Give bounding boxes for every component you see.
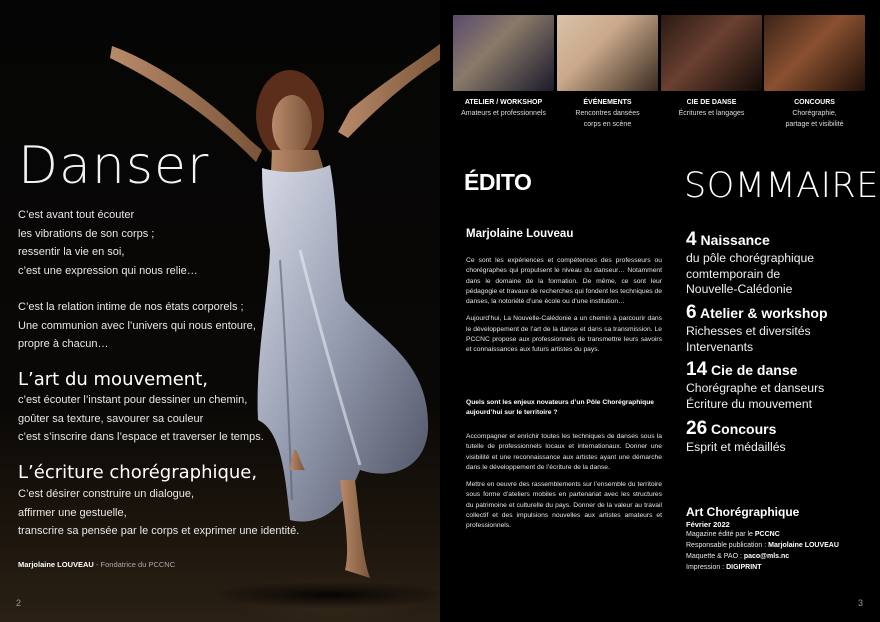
signature (18, 560, 175, 569)
poem-line: C’est désirer construire un dialogue, (18, 488, 195, 500)
sommaire-item-title: Cie de danse (711, 362, 798, 378)
section-heading-ecriture: L’écriture chorégraphique, (18, 462, 258, 483)
poem-line: les vibrations de son corps ; (18, 227, 155, 240)
sommaire-line: comtemporain de (686, 266, 781, 281)
edito-paragraph: Mettre en oeuvre des rassemblements sur l’ensemble du territoire sous forme d’ateliers mobiles en partenariat avec les structures du patrimoine et culturelle du pays. Donner de la valeur au travail collectif et des impulsions nouvelles aux artistes amateurs et professionnels. (466, 481, 662, 530)
credit-line (686, 562, 866, 573)
thumbnail-subtitle: Écritures et langages (678, 110, 745, 117)
sommaire-line: Richesses et diversités (686, 324, 811, 338)
credit-email-link[interactable]: paco@mls.nc (743, 553, 790, 560)
sommaire-page-number: 4 (686, 229, 697, 250)
thumbnail-subtitle: Amateurs et professionnels (461, 110, 546, 117)
thumbnail-title: CIE DE DANSE (686, 99, 737, 106)
poem-line: ressentir la vie en soi, (18, 246, 125, 258)
thumbnail-title: ATELIER / WORKSHOP (464, 99, 543, 106)
thumbnail-title: CONCOURS (794, 99, 835, 106)
thumbnail-subtitle (764, 108, 865, 130)
sommaire-line: Chorégraphe et danseurs (686, 381, 825, 395)
edito-question: Quels sont les enjeux novateurs d’un Pôle Chorégraphique aujourd’hui sur le territoire ? (466, 399, 655, 417)
signature-role: - Fondatrice du PCCNC (93, 560, 176, 569)
sommaire-item-title: Atelier & workshop (699, 305, 828, 321)
edito-title: ÉDITO (464, 169, 532, 195)
credit-label: Maquette & PAO : (686, 553, 744, 560)
credit-line (686, 540, 866, 551)
thumbnail-image (453, 15, 554, 91)
credit-value: Marjolaine LOUVEAU (768, 542, 839, 549)
poem-line: transcrire sa pensée par le corps et exprimer une identité. (18, 525, 300, 537)
sommaire-item-cie[interactable] (686, 359, 871, 412)
signature-name: Marjolaine LOUVEAU (18, 560, 94, 569)
thumbnail-line: Chorégraphie, (792, 110, 837, 117)
thumbnail-line: Rencontres dansées (575, 110, 640, 117)
page-number-left: 2 (16, 598, 22, 608)
thumbnail-image (661, 15, 762, 91)
thumbnail-evenements[interactable] (557, 15, 658, 130)
thumbnail-image (764, 15, 865, 91)
poem-line: c’est écouter l’instant pour dessiner un chemin, (18, 394, 248, 406)
edito-paragraph: Accompagner et enrichir toutes les techniques de danses sous la tutelle de professionnels locaux et internationaux. Donner une visibilité et une reconnaissance aux artistes ayant une démarche dans le développement de l’écriture de la danse. (466, 433, 662, 471)
sommaire-line: Écriture du mouvement (686, 396, 812, 411)
thumbnail-concours[interactable] (764, 15, 865, 130)
poem-line: propre à chacun… (18, 338, 109, 350)
edito-body-2 (466, 432, 662, 539)
sommaire-item-atelier[interactable] (686, 302, 871, 355)
sommaire-page-number: 14 (686, 359, 708, 380)
thumbnail-line: partage et visibilité (785, 121, 844, 128)
edito-body-1 (466, 256, 662, 363)
credits-block (686, 505, 866, 573)
poem-stanza-2 (18, 298, 256, 354)
thumbnail-title: ÉVÉNEMENTS (583, 99, 632, 106)
credit-value: DIGIPRINT (726, 564, 762, 571)
sommaire-line: Esprit et médaillés (686, 440, 786, 454)
edito-paragraph: Aujourd’hui, La Nouvelle-Calédonie a un chemin à parcourir dans le développement de l’art de la danse et dans sa transmission. Le PCCNC propose aux professionnels de transmettre leurs savoirs et connaissances aux futurs artistes du pays. (466, 315, 662, 354)
sommaire-item-title: Concours (711, 421, 777, 437)
thumbnail-subtitle (557, 108, 658, 130)
poem-stanza-1 (18, 206, 198, 280)
credit-label: Magazine édité par le (686, 531, 755, 538)
credit-label: Responsable publication : (686, 542, 769, 549)
sommaire-title: SOMMAIRE (684, 166, 879, 206)
poem-stanza-3 (18, 391, 264, 447)
thumbnail-atelier[interactable] (453, 15, 554, 119)
poem-line: C’est la relation intime de nos états corporels ; (18, 301, 244, 313)
poem-line: Une communion avec l’univers qui nous entoure, (18, 319, 256, 332)
credit-value: PCCNC (754, 531, 780, 538)
poem-line: C’est avant tout écouter (18, 209, 135, 221)
page-title: Danser (18, 136, 210, 196)
sommaire-line: Intervenants (686, 339, 754, 354)
right-page (440, 0, 880, 622)
credit-label: Impression : (686, 564, 727, 571)
credit-line (686, 529, 866, 540)
poem-line: c’est s’inscrire dans l’espace et traverser le temps. (18, 431, 264, 443)
sommaire-line: du pôle chorégraphique (686, 251, 815, 265)
magazine-date: Février 2022 (686, 520, 730, 529)
sommaire-item-title: Naissance (700, 232, 770, 248)
edito-author: Marjolaine Louveau (466, 228, 574, 240)
edito-paragraph: Ce sont les expériences et compétences des professeurs ou chorégraphes qui propulsent le niveau du danseur… Notamment dans le domaine de la formation. De même, ce sont leur pédagogie et travaux de recherches qui fondent les techniques de danses, la notoriété d’une école ou d’une institution… (466, 257, 662, 306)
poem-stanza-4 (18, 485, 299, 541)
thumbnail-image (557, 15, 658, 91)
page-number-right: 3 (858, 598, 864, 608)
sommaire-page-number: 26 (686, 418, 708, 439)
section-heading-art: L’art du mouvement, (18, 369, 208, 390)
thumbnail-cie[interactable] (661, 15, 762, 119)
sommaire-item-concours[interactable] (686, 418, 871, 456)
thumbnail-line: corps en scène (583, 121, 632, 128)
sommaire-line: Nouvelle-Calédonie (686, 282, 793, 296)
credit-line (686, 551, 866, 562)
sommaire-item-naissance[interactable] (686, 229, 871, 298)
poem-line: goûter sa texture, savourer sa couleur (18, 412, 204, 425)
sommaire-page-number: 6 (686, 302, 697, 323)
magazine-title: Art Chorégraphique (686, 505, 800, 519)
poem-line: affirmer une gestuelle, (18, 506, 127, 519)
poem-line: c’est une expression qui nous relie… (18, 264, 198, 277)
